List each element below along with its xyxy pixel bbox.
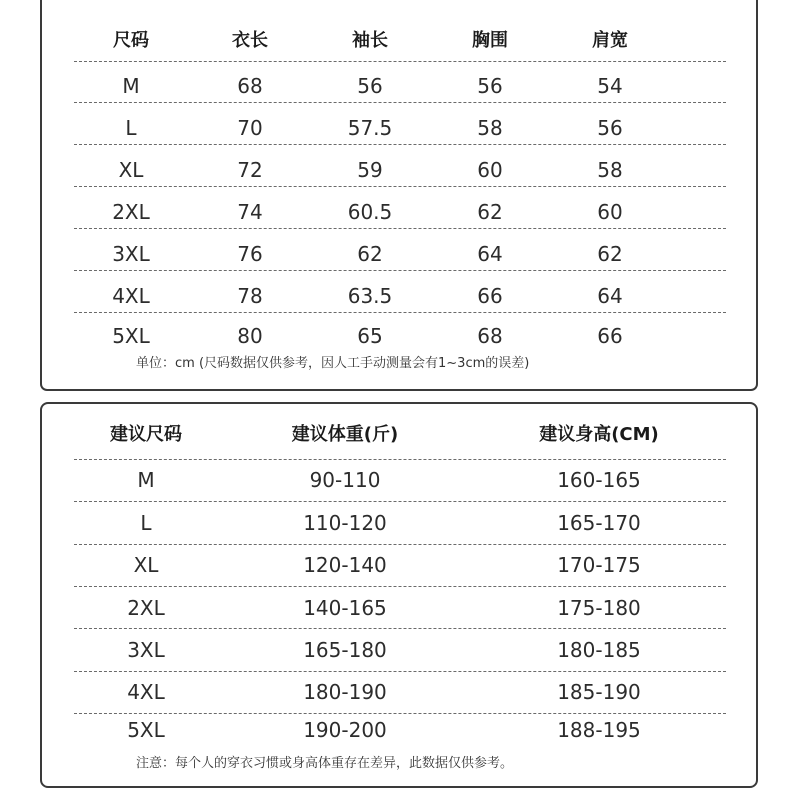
weight-cell: 110-120 (303, 511, 387, 535)
length-cell: 70 (237, 116, 263, 140)
weight-cell: 165-180 (303, 638, 387, 662)
header-shoulder: 肩宽 (592, 30, 628, 51)
size-cell: 5XL (127, 718, 165, 742)
sleeve-cell: 62 (357, 242, 383, 266)
divider (74, 228, 726, 229)
divider (74, 544, 726, 545)
height-cell: 165-170 (557, 511, 641, 535)
shoulder-cell: 64 (597, 284, 623, 308)
size-cell: L (140, 511, 152, 535)
shoulder-cell: 58 (597, 158, 623, 182)
size-cell: 5XL (112, 324, 150, 348)
table-row (72, 465, 728, 495)
size-cell: 2XL (112, 200, 150, 224)
height-cell: 180-185 (557, 638, 641, 662)
header-sleeve: 袖长 (352, 30, 388, 51)
shoulder-cell: 56 (597, 116, 623, 140)
length-cell: 80 (237, 324, 263, 348)
table-row (72, 197, 728, 227)
chest-cell: 66 (477, 284, 503, 308)
divider (74, 459, 726, 460)
divider (74, 671, 726, 672)
size-cell: 4XL (127, 680, 165, 704)
height-cell: 170-175 (557, 553, 641, 577)
sleeve-cell: 65 (357, 324, 383, 348)
length-cell: 72 (237, 158, 263, 182)
divider (74, 61, 726, 62)
table-row (72, 155, 728, 185)
divider (74, 312, 726, 313)
divider (74, 628, 726, 629)
recommend-table-header (72, 418, 728, 448)
size-cell: 4XL (112, 284, 150, 308)
size-cell: M (122, 74, 140, 98)
table-row (72, 239, 728, 269)
header-length: 衣长 (232, 30, 268, 51)
sleeve-cell: 59 (357, 158, 383, 182)
chest-cell: 62 (477, 200, 503, 224)
chest-cell: 64 (477, 242, 503, 266)
chest-cell: 56 (477, 74, 503, 98)
height-cell: 160-165 (557, 468, 641, 492)
table-row (72, 321, 728, 351)
size-cell: 3XL (127, 638, 165, 662)
height-cell: 188-195 (557, 718, 641, 742)
shoulder-cell: 60 (597, 200, 623, 224)
divider (74, 270, 726, 271)
unit-note: 单位：cm (尺码数据仅供参考，因人工手动测量会有1~3cm的误差) (136, 356, 530, 371)
chest-cell: 58 (477, 116, 503, 140)
table-row (72, 715, 728, 745)
length-cell: 78 (237, 284, 263, 308)
weight-cell: 120-140 (303, 553, 387, 577)
length-cell: 74 (237, 200, 263, 224)
table-row (72, 550, 728, 580)
divider (74, 186, 726, 187)
shoulder-cell: 66 (597, 324, 623, 348)
weight-cell: 180-190 (303, 680, 387, 704)
sleeve-cell: 63.5 (347, 284, 393, 308)
weight-cell: 90-110 (309, 468, 381, 492)
header-chest: 胸围 (472, 30, 508, 51)
height-cell: 185-190 (557, 680, 641, 704)
size-cell: 2XL (127, 596, 165, 620)
divider (74, 144, 726, 145)
recommendation-panel (40, 402, 758, 788)
length-cell: 68 (237, 74, 263, 98)
shoulder-cell: 62 (597, 242, 623, 266)
table-row (72, 635, 728, 665)
table-row (72, 677, 728, 707)
table-row (72, 281, 728, 311)
sleeve-cell: 60.5 (347, 200, 393, 224)
table-row (72, 593, 728, 623)
size-cell: XL (118, 158, 144, 182)
divider (74, 102, 726, 103)
disclaimer-note: 注意：每个人的穿衣习惯或身高体重存在差异，此数据仅供参考。 (136, 756, 514, 771)
table-row (72, 508, 728, 538)
weight-cell: 190-200 (303, 718, 387, 742)
sleeve-cell: 56 (357, 74, 383, 98)
height-cell: 175-180 (557, 596, 641, 620)
header-recommended-size: 建议尺码 (110, 424, 182, 445)
chest-cell: 68 (477, 324, 503, 348)
weight-cell: 140-165 (303, 596, 387, 620)
length-cell: 76 (237, 242, 263, 266)
divider (74, 713, 726, 714)
size-cell: L (125, 116, 137, 140)
divider (74, 501, 726, 502)
table-row (72, 113, 728, 143)
header-recommended-height: 建议身高(CM) (539, 424, 659, 445)
size-cell: XL (133, 553, 159, 577)
size-cell: 3XL (112, 242, 150, 266)
size-chart-panel (40, 0, 758, 391)
shoulder-cell: 54 (597, 74, 623, 98)
size-table-header (72, 24, 728, 54)
divider (74, 586, 726, 587)
size-cell: M (137, 468, 155, 492)
table-row (72, 71, 728, 101)
sleeve-cell: 57.5 (347, 116, 393, 140)
chest-cell: 60 (477, 158, 503, 182)
header-size: 尺码 (113, 30, 149, 51)
header-recommended-weight: 建议体重(斤) (291, 424, 399, 445)
